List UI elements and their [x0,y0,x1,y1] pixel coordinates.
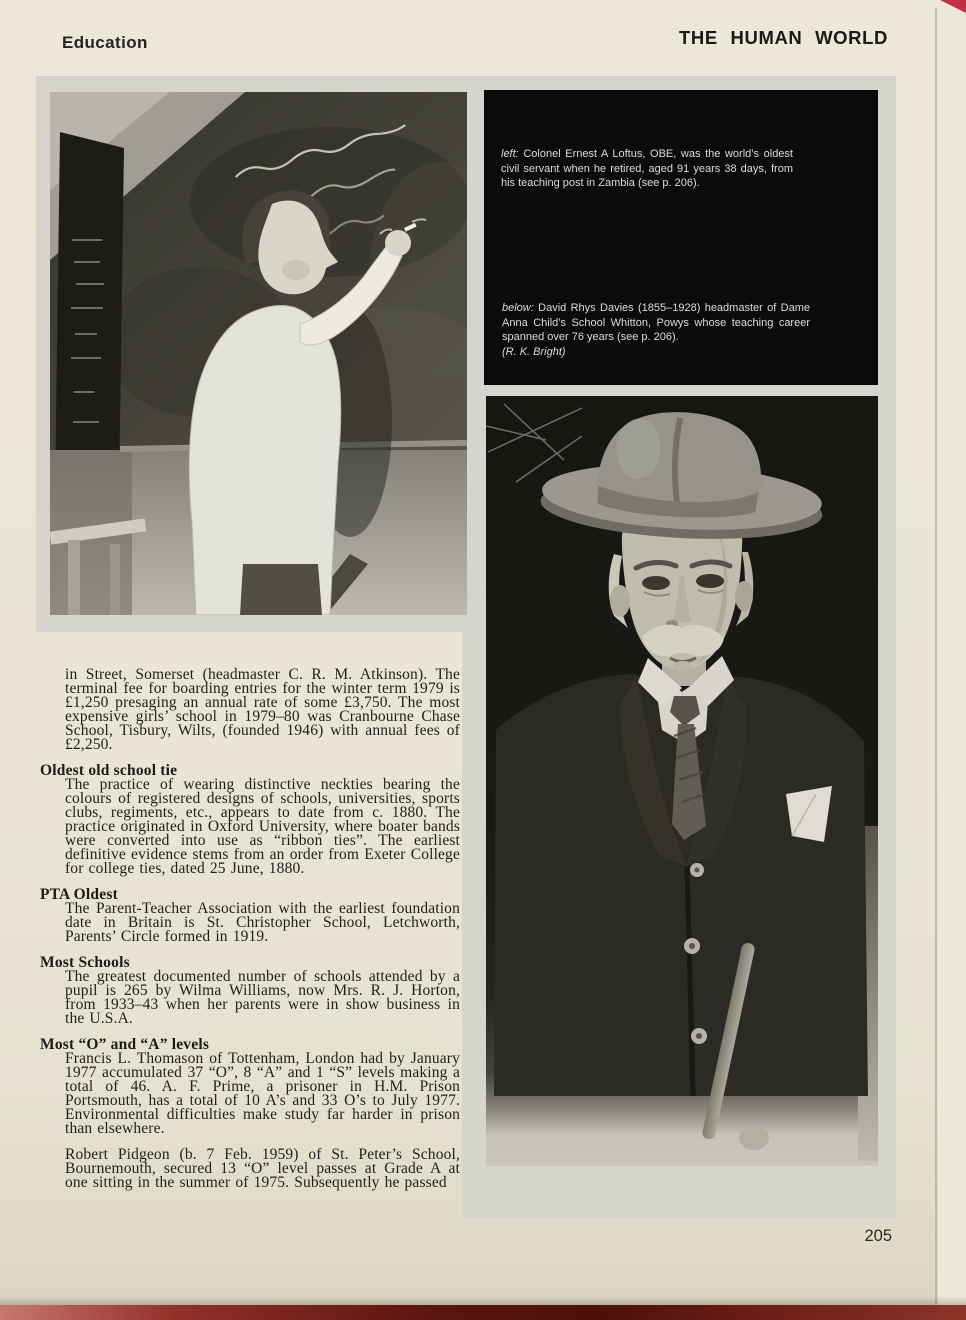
caption-loftus-text: Colonel Ernest A Loftus, OBE, was the world’s oldest civil servant when he retired, aged 91 years 38 days, from his teaching post in Zambia (see p. 206). [501,148,793,190]
blackboard-photo-illustration [50,92,467,615]
article-robert-pidgeon [40,1148,460,1190]
article-heading: PTA Oldest [40,886,118,903]
article-body: The practice of wearing distinctive neckties bearing the colours of registered designs of schools, universities, sports clubs, regiments, etc., appears to date from c. 1880. The practice originated in Oxford University, where boater bands were converted into use as “ribbon ties”. The earliest definitive evidence stems from an order from Exeter College for college ties, dated 25 June, 1880. [65,776,460,877]
section-label: Education [62,33,148,52]
article-body: The greatest documented number of schools attended by a pupil is 265 by Wilma Williams, now Mrs. R. J. Horton, from 1933–43 when her parents were in show business in the U.S.A. [65,968,460,1027]
page-number: 205 [864,1227,892,1245]
caption-loftus-lead: left: [501,148,519,160]
text-column [40,668,460,1202]
article-body: The Parent-Teacher Association with the earliest foundation date in Britain is St. Christopher School, Letchworth, Parents’ Circle formed in 1919. [65,900,460,945]
article-school-fees [40,668,460,752]
page-edge-margin [938,0,966,1306]
portrait-photo-illustration [486,396,878,1166]
caption-box [484,90,878,385]
article-heading: Most “O” and “A” levels [40,1036,210,1053]
photo-portrait-davies [486,396,878,1166]
photo-blackboard-teacher [50,92,467,615]
article-body: in Street, Somerset (headmaster C. R. M. Atkinson). The terminal fee for boarding entries for the winter term 1979 is £1,250 presaging an annual rate of some £3,750. The most expensive girls’ school in 1979–80 was Cranbourne Chase School, Tisbury, Wilts, (founded 1946) with annual fees of £2,250. [65,666,460,753]
article-heading: Oldest old school tie [40,762,178,779]
caption-loftus [501,147,793,191]
article-heading: Most Schools [40,954,130,971]
article-most-o-a-levels [40,1038,460,1136]
article-most-schools [40,956,460,1026]
caption-davies-lead: below: [502,302,534,314]
caption-davies [502,301,810,345]
article-oldest-school-tie [40,764,460,876]
page-bottom-shadow [0,1296,966,1305]
article-body: Francis L. Thomason of Tottenham, London had by January 1977 accumulated 37 “O”, 8 “A” and 1 “S” levels making a total of 46. A. F. Prime, a prisoner in H.M. Prison Portsmouth, has a total of 10 A’s and 33 O’s to July 1977. Environmental difficulties make study far harder in prison than elsewhere. [65,1050,460,1137]
book-edge-red-strip [0,1305,966,1320]
article-body: Robert Pidgeon (b. 7 Feb. 1959) of St. Peter’s School, Bournemouth, secured 13 “O” level passes at Grade A at one sitting in the summer of 1975. Subsequently he passed [65,1146,460,1191]
article-pta-oldest [40,888,460,944]
caption-photo-credit: (R. K. Bright) [502,346,566,358]
corner-red-mark [940,0,966,13]
chapter-title: THE HUMAN WORLD [678,27,888,48]
caption-davies-text: David Rhys Davies (1855–1928) headmaster of Dame Anna Child’s School Whitton, Powys whose teaching career spanned over 76 years (see p. 206). [502,302,810,344]
page-crease [935,8,937,1304]
